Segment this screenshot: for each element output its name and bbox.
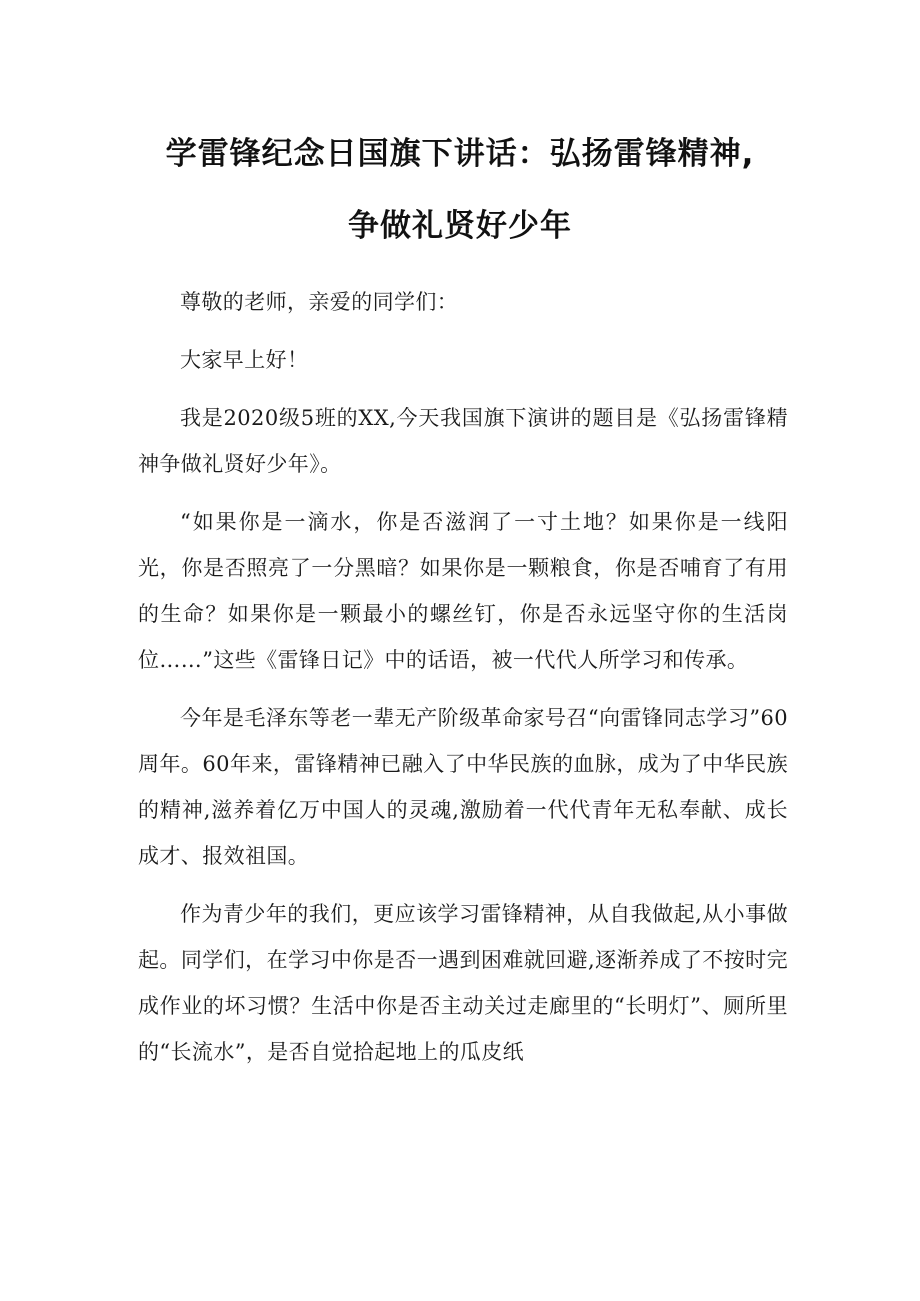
paragraph-anniversary: 今年是毛泽东等老一辈无产阶级革命家号召“向雷锋同志学习”60周年。60年来，雷锋精神已融入了中华民族的血脉，成为了中华民族的精神,滋养着亿万中国人的灵魂,激励着一代代青年无私奉献、成长成才、报效祖国。: [138, 706, 788, 868]
paragraph-introduction: 我是2020级5班的XX,今天我国旗下演讲的题目是《弘扬雷锋精神争做礼贤好少年》。: [138, 406, 788, 476]
document-title-line-2: 争做礼贤好少年: [348, 208, 572, 244]
paragraph-call-to-action: 作为青少年的我们，更应该学习雷锋精神，从自我做起,从小事做起。同学们，在学习中你是否一遇到困难就回避,逐渐养成了不按时完成作业的坏习惯？生活中你是否主动关过走廊里的“长明灯”、厕所里的“长流水”，是否自觉拾起地上的瓜皮纸: [138, 902, 788, 1064]
document-title-line-1: 学雷锋纪念日国旗下讲话：弘扬雷锋精神,: [165, 136, 755, 172]
paragraph-salutation: 尊敬的老师，亲爱的同学们：: [180, 290, 459, 314]
document-body: [138, 279, 788, 1087]
paragraph-diary-quote: “如果你是一滴水，你是否滋润了一寸土地？如果你是一线阳光，你是否照亮了一分黑暗？如果你是一颗粮食，你是否哺育了有用的生命？如果你是一颗最小的螺丝钉，你是否永远坚守你的生活岗位……”这些《雷锋日记》中的话语，被一代代人所学习和传承。: [138, 510, 788, 672]
paragraph-greeting: 大家早上好！: [180, 348, 309, 372]
